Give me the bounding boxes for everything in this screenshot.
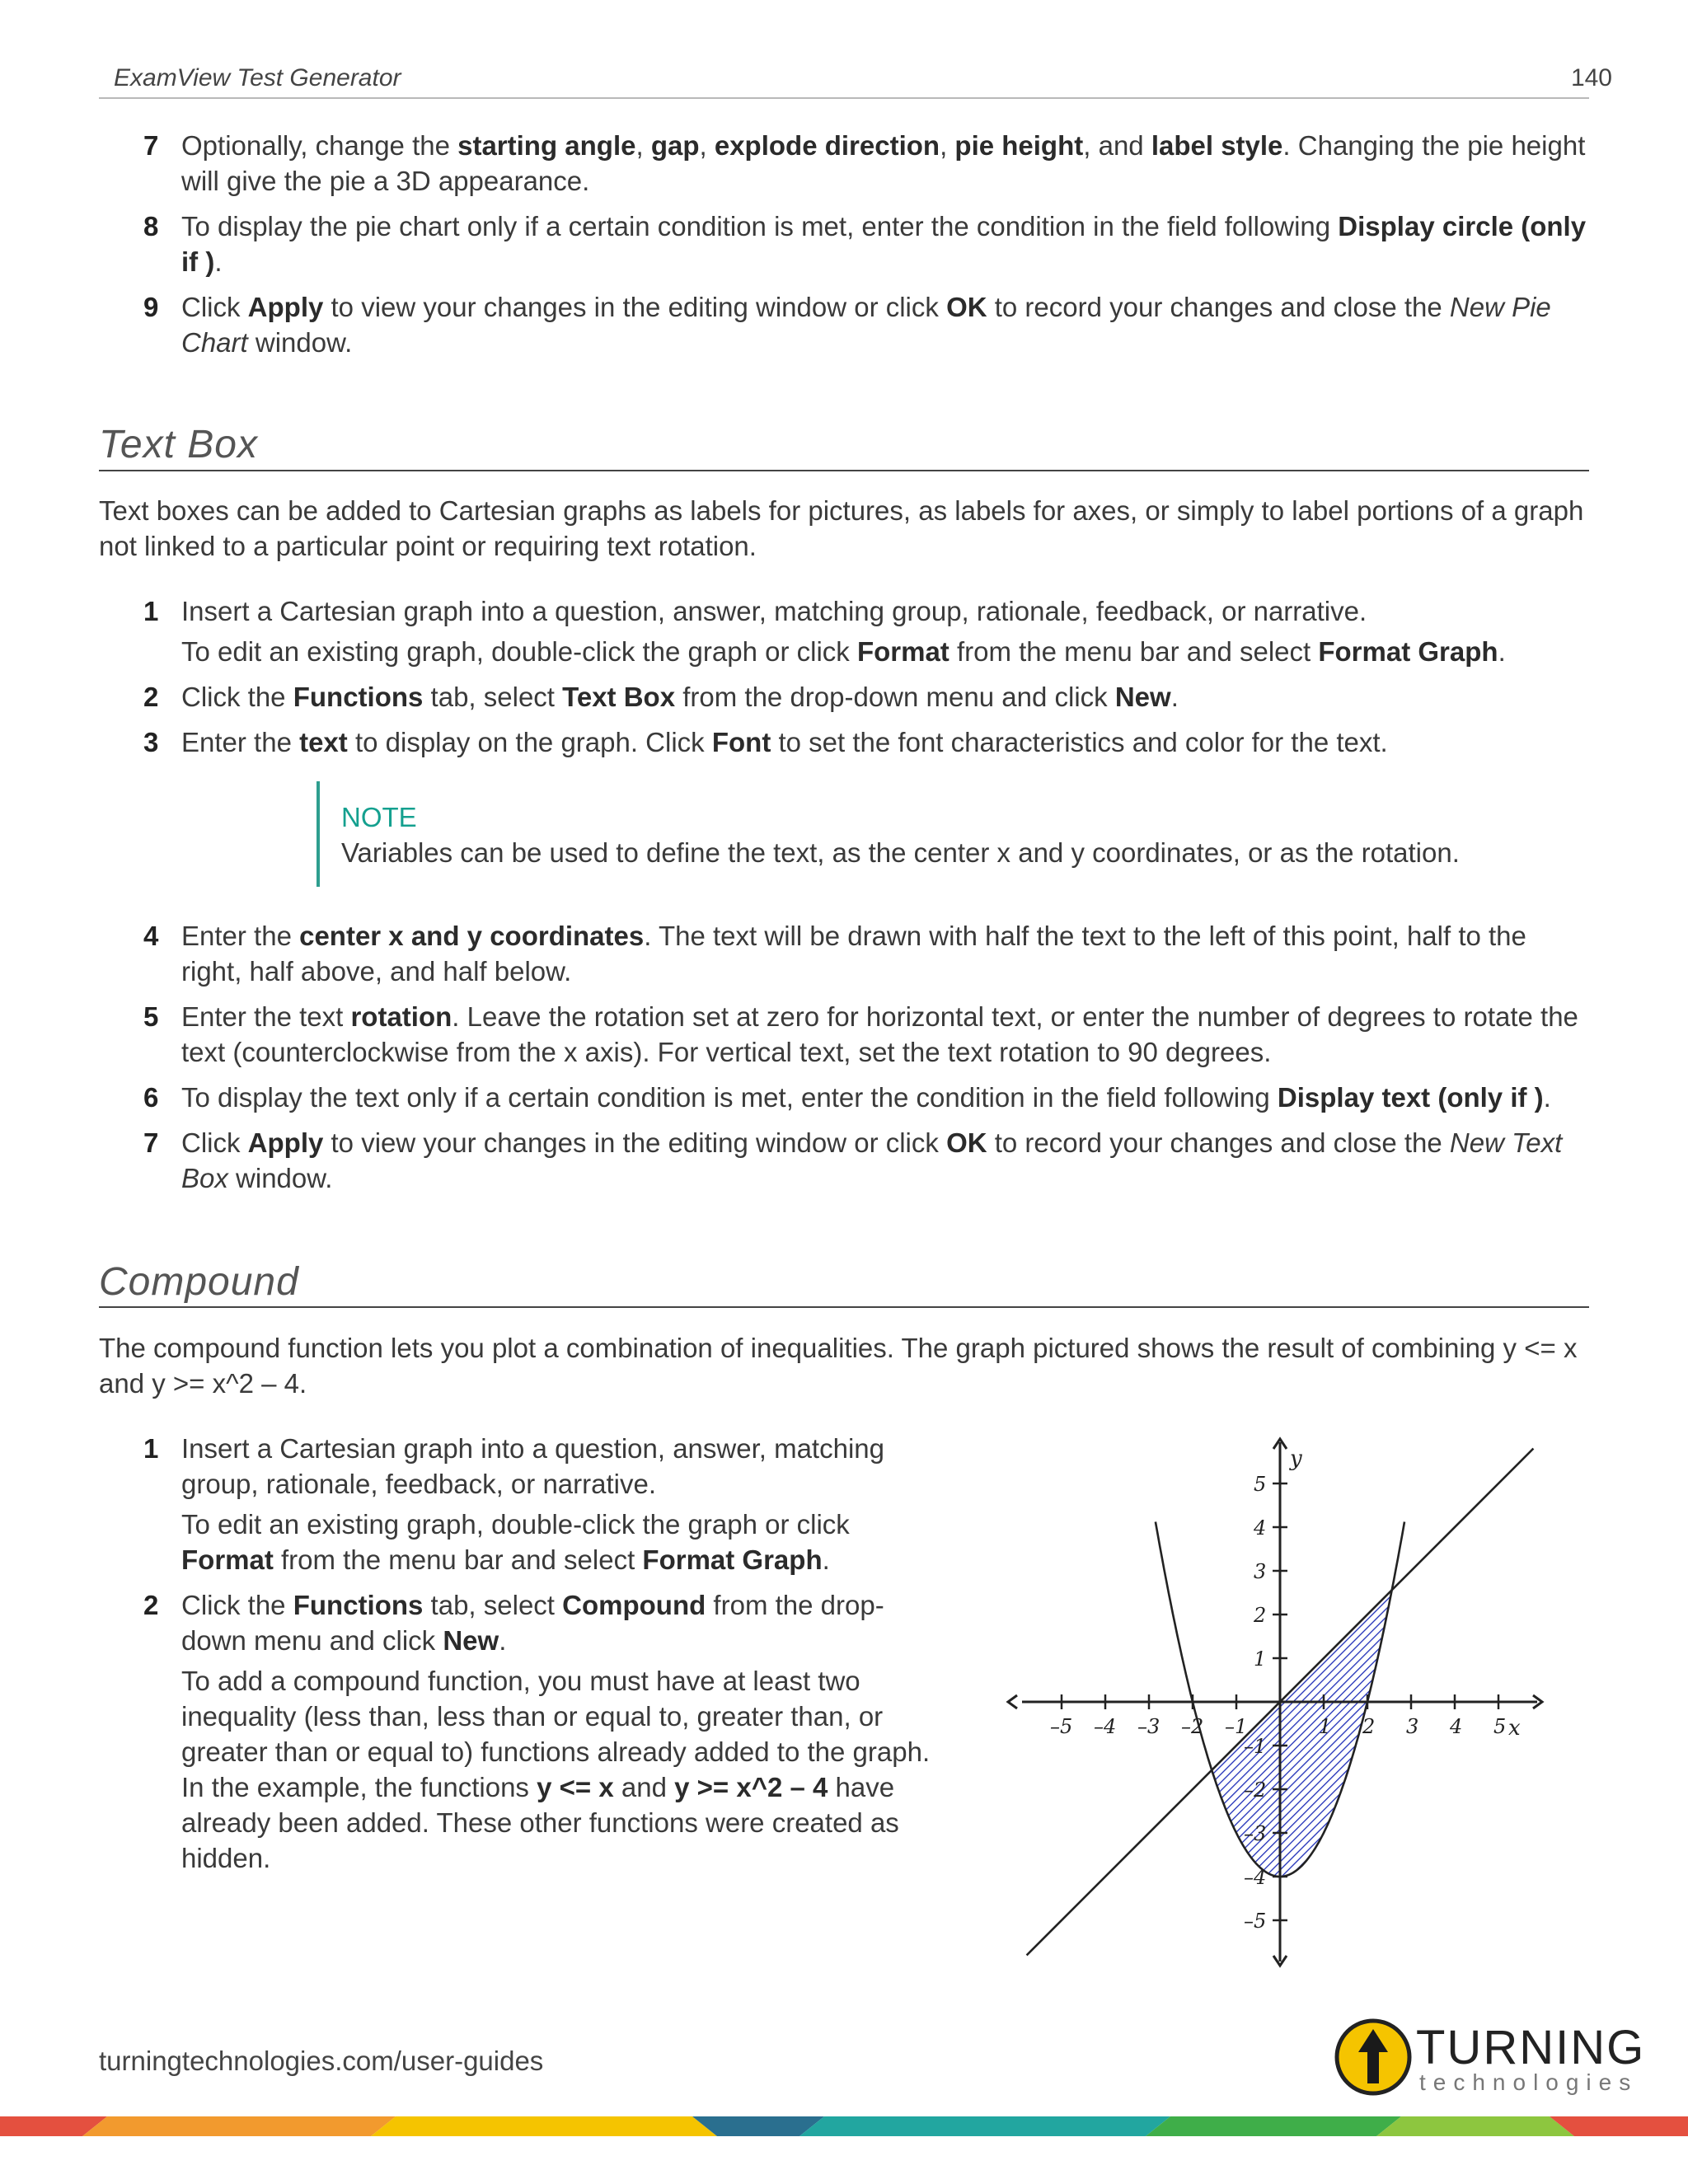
footer-url-link[interactable]: turningtechnologies.com/user-guides <box>99 2046 544 2076</box>
y-tick-label: –5 <box>1244 1910 1267 1933</box>
x-axis-arrow-left-icon <box>1008 1695 1017 1708</box>
step-text: To display the pie chart only if a certain condition is met, enter the condition in the field following Display circle (only if ). <box>181 211 1587 277</box>
step-number: 7 <box>143 1127 159 1158</box>
header-divider <box>99 97 1589 99</box>
step-text: Click Apply to view your changes in the editing window or click OK to record your changes and close the New Text Box window. <box>181 1127 1563 1193</box>
y-tick-label: 1 <box>1254 1647 1267 1671</box>
x-tick-label: –2 <box>1181 1715 1204 1738</box>
page-number: 140 <box>1570 64 1612 91</box>
note-label: NOTE <box>341 802 417 832</box>
step-text: To display the text only if a certain condition is met, enter the condition in the field following Display text (only if ). <box>181 1082 1551 1113</box>
step-item <box>99 1080 1589 1115</box>
step-number: 4 <box>143 921 159 951</box>
section-title-compound: Compound <box>99 1260 299 1304</box>
y-tick-label: 2 <box>1254 1604 1267 1627</box>
y-axis-label: y <box>1290 1446 1302 1471</box>
y-tick-label: –4 <box>1244 1866 1267 1889</box>
step-number: 2 <box>143 1590 159 1620</box>
step-text: Enter the text rotation. Leave the rotation set at zero for horizontal text, or enter the number of degrees to rotate the text (counterclockwise from the x axis). For vertical text, set the text rotation to 90 degrees. <box>181 1001 1578 1067</box>
y-tick-label: 5 <box>1254 1473 1267 1496</box>
step-text: Enter the center x and y coordinates. The text will be drawn with half the text to the left of this point, half to the right, half above, and half below. <box>181 921 1526 987</box>
x-tick-label: 4 <box>1450 1715 1463 1738</box>
note-text: Variables can be used to define the text, as the center x and y coordinates, or as the rotation. <box>341 837 1460 868</box>
section-intro: The compound function lets you plot a combination of inequalities. The graph pictured shows the result of combining y <= x and y >= x^2 – 4. <box>99 1333 1578 1399</box>
section-divider <box>99 470 1589 471</box>
y-tick-label: –2 <box>1244 1779 1267 1802</box>
y-tick-label: –1 <box>1244 1735 1267 1758</box>
section-title-text-box: Text Box <box>99 423 258 466</box>
section-divider <box>99 1306 1589 1308</box>
compound-graph-figure <box>1006 1426 1550 1970</box>
textbox-steps-b <box>99 918 1589 1196</box>
step-item <box>99 724 1589 760</box>
footer-color-stripe <box>0 2116 1688 2136</box>
step-item <box>99 999 1589 1070</box>
step-subtext: To edit an existing graph, double-click the graph or click Format from the menu bar and select Format Graph. <box>181 1509 850 1575</box>
step-item <box>99 679 1589 715</box>
logo-word-technologies: technologies <box>1419 2069 1639 2095</box>
step-text: Optionally, change the starting angle, gap, explode direction, pie height, and label style. Changing the pie height will give the pie a 3D appearance. <box>181 130 1586 196</box>
x-tick-label: –5 <box>1050 1715 1073 1738</box>
step-number: 9 <box>143 292 159 322</box>
logo-word-turning: TURNING <box>1416 2021 1646 2074</box>
step-subtext: To edit an existing graph, double-click the graph or click Format from the menu bar and select Format Graph. <box>181 636 1506 667</box>
step-subtext: To add a compound function, you must have at least two inequality (less than, less than or equal to, greater than, or greater than or equal to) functions already added to the graph. In the example, the functions y <= x and y >= x^2 – 4 have already been added. These other functions were created as hidden. <box>181 1666 931 1873</box>
x-tick-label: 5 <box>1493 1715 1507 1738</box>
turning-technologies-logo <box>1334 2018 1647 2097</box>
step-number: 5 <box>143 1001 159 1032</box>
compound-steps <box>99 1431 940 1876</box>
step-item <box>99 1431 940 1577</box>
step-text: Click Apply to view your changes in the editing window or click OK to record your changes and close the New Pie Chart window. <box>181 292 1551 358</box>
step-text: Click the Functions tab, select Text Box from the drop-down menu and click New. <box>181 682 1179 712</box>
step-text: Insert a Cartesian graph into a question, answer, matching group, rationale, feedback, or narrative. <box>181 596 1367 626</box>
intro-steps <box>99 128 1589 360</box>
step-text: Enter the text to display on the graph. Click Font to set the font characteristics and color for the text. <box>181 727 1388 757</box>
step-item <box>99 1125 1589 1196</box>
step-item <box>99 593 1589 669</box>
note-callout <box>316 781 1495 887</box>
step-item <box>99 209 1589 279</box>
step-number: 7 <box>143 130 159 161</box>
step-text: Click the Functions tab, select Compound from the drop-down menu and click New. <box>181 1590 884 1656</box>
x-tick-label: 1 <box>1319 1715 1332 1738</box>
step-number: 8 <box>143 211 159 241</box>
x-tick-label: –1 <box>1225 1715 1248 1738</box>
x-tick-label: –3 <box>1137 1715 1160 1738</box>
y-tick-label: –3 <box>1244 1822 1267 1845</box>
step-number: 6 <box>143 1082 159 1113</box>
step-number: 3 <box>143 727 159 757</box>
step-text: Insert a Cartesian graph into a question, answer, matching group, rationale, feedback, or narrative. <box>181 1433 884 1499</box>
y-tick-label: 3 <box>1254 1560 1267 1583</box>
x-tick-label: –4 <box>1094 1715 1117 1738</box>
x-axis-label: x <box>1508 1716 1521 1741</box>
x-tick-label: 3 <box>1406 1715 1419 1738</box>
step-item <box>99 289 1589 360</box>
step-number: 1 <box>143 596 159 626</box>
header-title: ExamView Test Generator <box>114 64 401 91</box>
textbox-steps-a <box>99 593 1589 760</box>
step-item <box>99 918 1589 989</box>
section-intro: Text boxes can be added to Cartesian graphs as labels for pictures, as labels for axes, or simply to label portions of a graph not linked to a particular point or requiring text rotation. <box>99 495 1584 561</box>
step-item <box>99 1587 940 1876</box>
step-item <box>99 128 1589 199</box>
y-tick-label: 4 <box>1254 1516 1267 1540</box>
x-tick-label: 2 <box>1362 1715 1376 1738</box>
step-number: 1 <box>143 1433 159 1464</box>
step-number: 2 <box>143 682 159 712</box>
